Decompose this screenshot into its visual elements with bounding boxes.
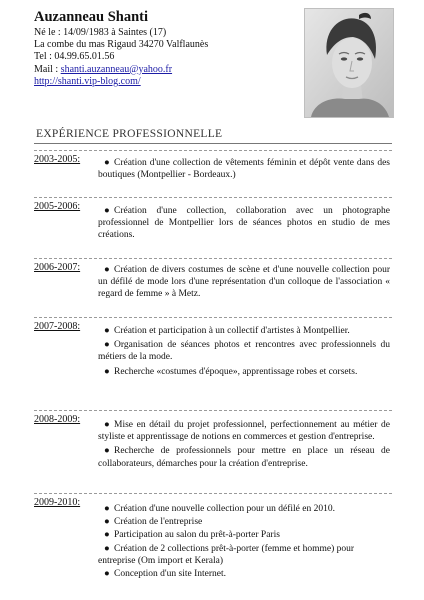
entry-items [98, 264, 390, 303]
portrait-image [305, 9, 393, 117]
entry-divider [34, 258, 392, 259]
bullet-icon: ● [104, 206, 110, 216]
profile-photo [304, 8, 394, 118]
bullet-icon: ● [104, 446, 110, 457]
entry-item: ● Recherche «costumes d'époque», apprentissage robes et corsets. [104, 366, 358, 377]
entry-item: ● Mise en détail du projet professionnel, perfectionnement au métier de styliste et apprentissage de notions en commerces et gestion d'entreprise. [98, 420, 390, 443]
section-title: EXPÉRIENCE PROFESSIONNELLE [36, 128, 223, 140]
bullet-icon: ● [104, 265, 110, 275]
entry-divider [34, 197, 392, 198]
person-name: Auzanneau Shanti [34, 9, 149, 25]
entry-divider [34, 317, 392, 318]
entry-period: 2009-2010: [34, 497, 81, 508]
mail-label: Mail : [34, 63, 61, 75]
entry-period: 2003-2005: [34, 154, 81, 165]
entry-item: ● Création de divers costumes de scène et d'une nouvelle collection pour un défilé de mode lors d'une représentation d'un colloque de l'association « regard de femme » à Metz. [98, 265, 390, 300]
phone: Tel : 04.99.65.01.56 [34, 51, 115, 63]
entry-item: ● Création d'une nouvelle collection pour un défilé en 2010. [104, 504, 335, 514]
entry-items [98, 157, 390, 183]
entry-item: ● Création d'une collection, collaboration avec un photographe professionnel de Montpellier lors de séances photos en studio de mes créations. [98, 206, 390, 241]
entry-period: 2005-2006: [34, 201, 81, 212]
mail-line [34, 64, 294, 76]
address: La combe du mas Rigaud 34270 Valflaunès [34, 39, 209, 51]
bullet-icon: ● [104, 517, 110, 528]
bullet-icon: ● [104, 420, 110, 430]
entry-item: ● Participation au salon du prêt-à-porter Paris [104, 530, 280, 541]
bullet-icon: ● [104, 569, 110, 580]
bullet-icon: ● [104, 530, 110, 541]
section-divider [34, 143, 392, 144]
entry-period: 2006-2007: [34, 262, 81, 273]
entry-item: ● Création d'une collection de vêtements féminin et dépôt vente dans des boutiques (Montpellier - Bordeaux.) [98, 158, 390, 181]
email-link[interactable]: shanti.auzanneau@yahoo.fr [60, 63, 173, 75]
entry-item: ● Organisation de séances photos et rencontres avec professionnels du métiers de la mode. [98, 340, 390, 363]
entry-item: ● Création de 2 collections prêt-à-porter (femme et homme) pour entreprise (Om import et Kerala) [98, 543, 355, 566]
entry-divider [34, 493, 392, 494]
bullet-icon: ● [104, 543, 110, 554]
entry-item: ● Création et participation à un collectif d'artistes à Montpellier. [104, 326, 350, 336]
entry-items [98, 503, 390, 581]
entry-items [98, 419, 390, 472]
bullet-icon: ● [104, 504, 110, 514]
entry-item: ● Conception d'un site Internet. [104, 569, 226, 580]
contact-block [34, 9, 294, 88]
entry-items [98, 205, 390, 244]
entry-divider [34, 410, 392, 411]
bullet-icon: ● [104, 366, 110, 377]
entry-period: 2007-2008: [34, 321, 81, 332]
entry-divider [34, 150, 392, 151]
bullet-icon: ● [104, 340, 110, 351]
entry-items [98, 325, 390, 380]
bullet-icon: ● [104, 158, 110, 168]
entry-period: 2008-2009: [34, 414, 81, 425]
bullet-icon: ● [104, 326, 110, 336]
website-link[interactable]: http://shanti.vip-blog.com/ [34, 75, 141, 87]
birth-info: Né le : 14/09/1983 à Saintes (17) [34, 27, 167, 38]
entry-item: ● Création de l'entreprise [104, 517, 203, 528]
entry-item: ● Recherche de professionnels pour mettre en place un réseau de collaborateurs, démarches pour la création d'entreprise. [98, 446, 390, 469]
